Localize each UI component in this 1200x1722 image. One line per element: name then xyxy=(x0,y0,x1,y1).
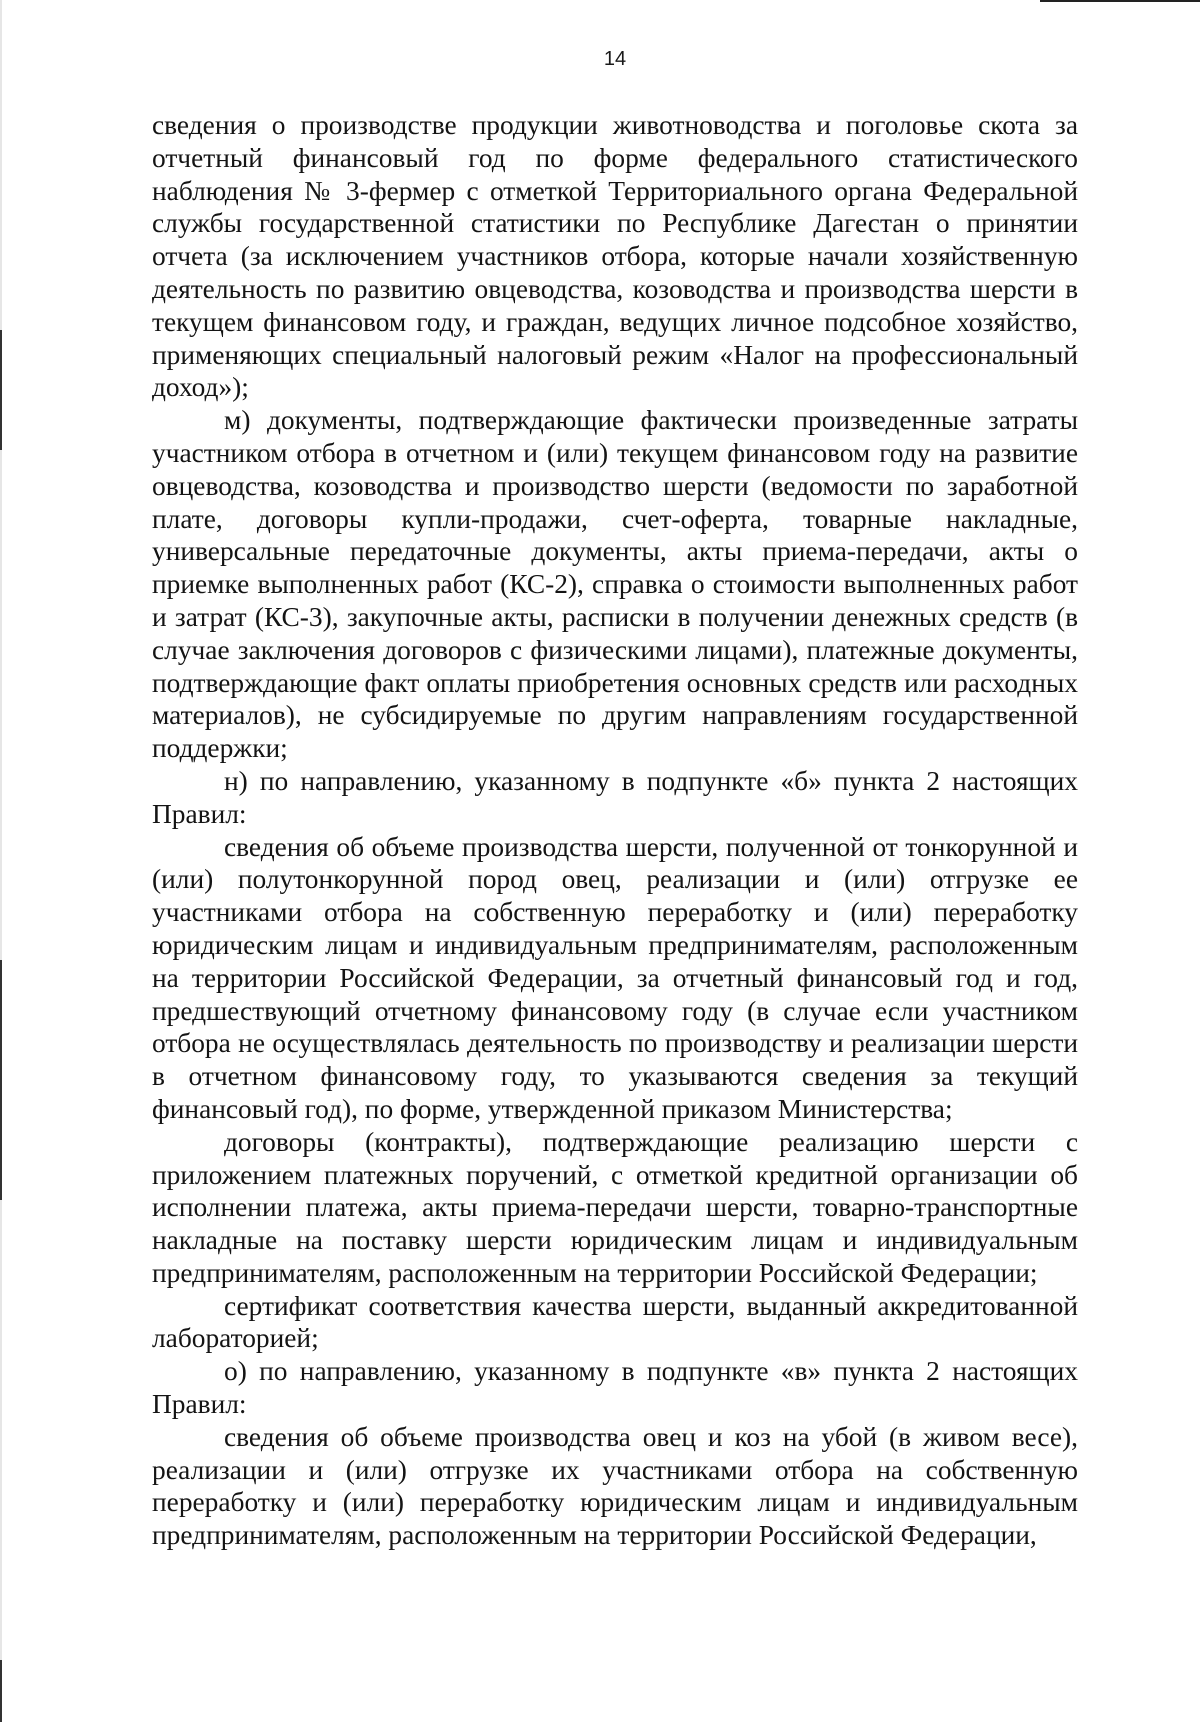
scan-left-edge xyxy=(0,0,2,1722)
paragraph-item-m: м) документы, подтверждающие фактически произведенные затраты участником отбора в отчетном и (или) текущем финансовом году на развитие овцеводства, козоводства и производство шерсти (ведомости по заработной плате, договоры купли-продажи, счет-оферта, товарные накладные, универсальные передаточные документы, акты приема-передачи, акты о приемке выполненных работ (КС-2), справка о стоимости выполненных работ и затрат (КС-3), закупочные акты, расписки в получении денежных средств (в случае заключения договоров с физическими лицами), платежные документы, подтверждающие факт оплаты приобретения основных средств или расходных материалов), не субсидируемые по другим направлениям государственной поддержки; xyxy=(152,405,1078,764)
paragraph-livestock-statistics: сведения о производстве продукции животноводства и поголовье скота за отчетный финансовый год по форме федерального статистического наблюдения № 3-фермер с отметкой Территориального органа Федеральной службы государственной статистики по Республике Дагестан о принятии отчета (за исключением участников отбора, которые начали хозяйственную деятельность по развитию овцеводства, козоводства и производства шерсти в текущем финансовом году, и граждан, ведущих личное подсобное хозяйство, применяющих специальный налоговый режим «Налог на профессиональный доход»); xyxy=(152,110,1078,403)
scan-edge-mark xyxy=(0,1660,2,1722)
paragraph-item-o: о) по направлению, указанному в подпункте «в» пункта 2 настоящих Правил: xyxy=(152,1356,1078,1420)
paragraph-wool-production: сведения об объеме производства шерсти, полученной от тонкорунной и (или) полутонкорунной пород овец, реализации и (или) отгрузке ее участниками отбора на собственную переработку и (или) переработку юридическим лицам и индивидуальным предпринимателям, расположенным на территории Российской Федерации, за отчетный финансовый год и год, предшествующий отчетному финансовому году (в случае если участником отбора не осуществлялась деятельность по производству и реализации шерсти в отчетном финансовому году, то указываются сведения за текущий финансовый год), по форме, утвержденной приказом Министерства; xyxy=(152,831,1078,1124)
scan-edge-mark xyxy=(0,330,2,450)
paragraph-wool-certificate: сертификат соответствия качества шерсти, выданный аккредитованной лабораторией; xyxy=(152,1290,1078,1354)
scan-edge-mark xyxy=(0,960,2,1200)
paragraph-item-n: н) по направлению, указанному в подпункте «б» пункта 2 настоящих Правил: xyxy=(152,765,1078,829)
paragraph-sheep-goat-slaughter: сведения об объеме производства овец и коз на убой (в живом весе), реализации и (или) отгрузке их участниками отбора на собственную переработку и (или) переработку юридическим лицам и индивидуальным предпринимателям, расположенным на территории Российской Федерации, xyxy=(152,1421,1078,1551)
paragraph-wool-contracts: договоры (контракты), подтверждающие реализацию шерсти с приложением платежных поручений, с отметкой кредитной организации об исполнении платежа, акты приема-передачи шерсти, товарно-транспортные накладные на поставку шерсти юридическим лицам и индивидуальным предпринимателям, расположенным на территории Российской Федерации; xyxy=(152,1126,1078,1288)
page-number: 14 xyxy=(603,48,627,70)
document-body xyxy=(152,109,1078,1552)
scan-top-edge-line xyxy=(1040,0,1200,2)
